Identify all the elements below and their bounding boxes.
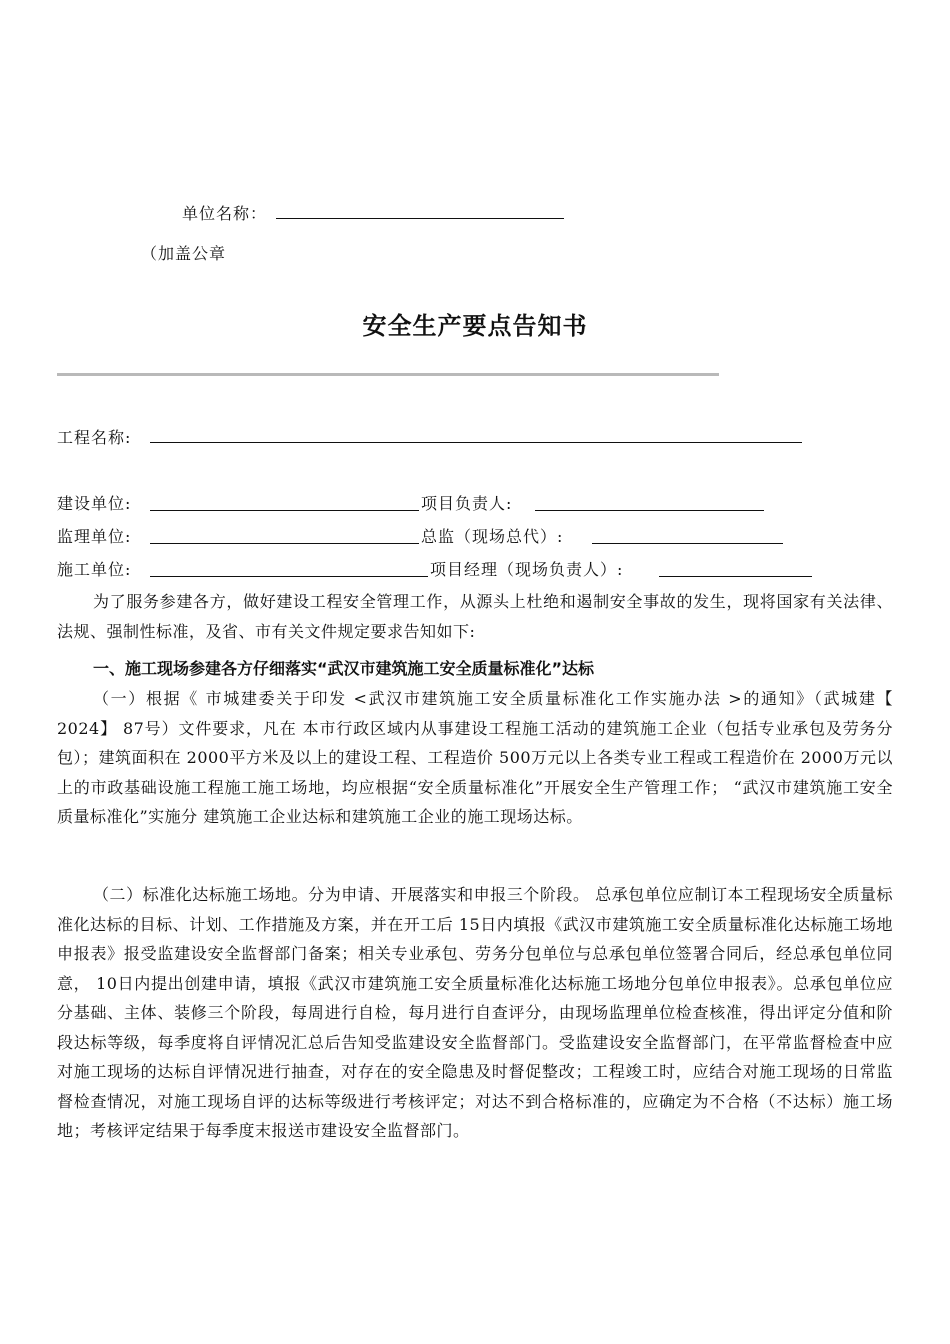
seal-note: （加盖公章 (141, 244, 227, 263)
construction-unit-field[interactable] (150, 510, 419, 511)
contractor-field[interactable] (150, 576, 428, 577)
supervision-unit-label: 监理单位: (57, 527, 132, 546)
project-manager-label: 项目经理（现场负责人）: (430, 560, 624, 579)
chief-supervisor-label: 总监（现场总代）: (421, 527, 564, 546)
unit-name-field[interactable] (276, 218, 564, 219)
document-title: 安全生产要点告知书 (362, 312, 588, 340)
project-leader-field[interactable] (535, 510, 764, 511)
section-1-paragraph-1: （一）根据《 市城建委关于印发 <武汉市建筑施工安全质量标准化工作实施办法 >的通知》（武城建【 2024】 87号）文件要求，凡在 本市行政区域内从事建设工程施工活动的建筑施工企业（包括专业承包及劳务分包）；建筑面积在 2000平方米及以上的建设工程、工程造价 500万元以上各类专业工程或工程造价在 2000万元以上的市政基础设施工程施工施工场地，均应根据“安全质量标准化”开展安全生产管理工作； “武汉市建筑施工安全质量标准化”实施分 建筑施工企业达标和建筑施工企业的施工现场达标。 (57, 689, 893, 826)
section-1-heading: 一、施工现场参建各方仔细落实“武汉市建筑施工安全质量标准化”达标 (93, 659, 595, 678)
construction-unit-label: 建设单位: (57, 494, 132, 513)
chief-supervisor-field[interactable] (592, 543, 783, 544)
section-1-paragraph-2: （二）标准化达标施工场地。分为申请、开展落实和申报三个阶段。 总承包单位应制订本工程现场安全质量标准化达标的目标、计划、工作措施及方案，并在开工后 15日内填报《武汉市建筑施工安全质量标准化达标施工场地申报表》报受监建设安全监督部门备案；相关专业承包、劳务分包单位与总承包单位签署合同后，经总承包单位同意， 10日内提出创建申请，填报《武汉市建筑施工安全质量标准化达标施工场地分包单位申报表》。总承包单位应分基础、主体、装修三个阶段，每周进行自检，每月进行自查评分，由现场监理单位检查核准，得出评定分值和阶段达标等级，每季度将自评情况汇总后告知受监建设安全监督部门。受监建设安全监督部门，在平常监督检查中应对施工现场的达标自评情况进行抽查，对存在的安全隐患及时督促整改；工程竣工时，应结合对施工现场的日常监督检查情况，对施工现场自评的达标等级进行考核评定；对达不到合格标准的，应确定为不合格（不达标）施工场地；考核评定结果于每季度末报送市建设安全监督部门。 (57, 885, 893, 1140)
project-leader-label: 项目负责人: (421, 494, 513, 513)
title-divider (57, 373, 719, 376)
unit-name-label: 单位名称： (182, 204, 268, 223)
supervision-unit-field[interactable] (150, 543, 419, 544)
contractor-label: 施工单位: (57, 560, 132, 579)
project-name-label: 工程名称: (57, 428, 132, 447)
intro-paragraph: 为了服务参建各方，做好建设工程安全管理工作，从源头上杜绝和遏制安全事故的发生，现将国家有关法律、法规、强制性标准，及省、市有关文件规定要求告知如下: (57, 592, 893, 641)
project-name-field[interactable] (150, 442, 802, 443)
project-manager-field[interactable] (659, 576, 812, 577)
